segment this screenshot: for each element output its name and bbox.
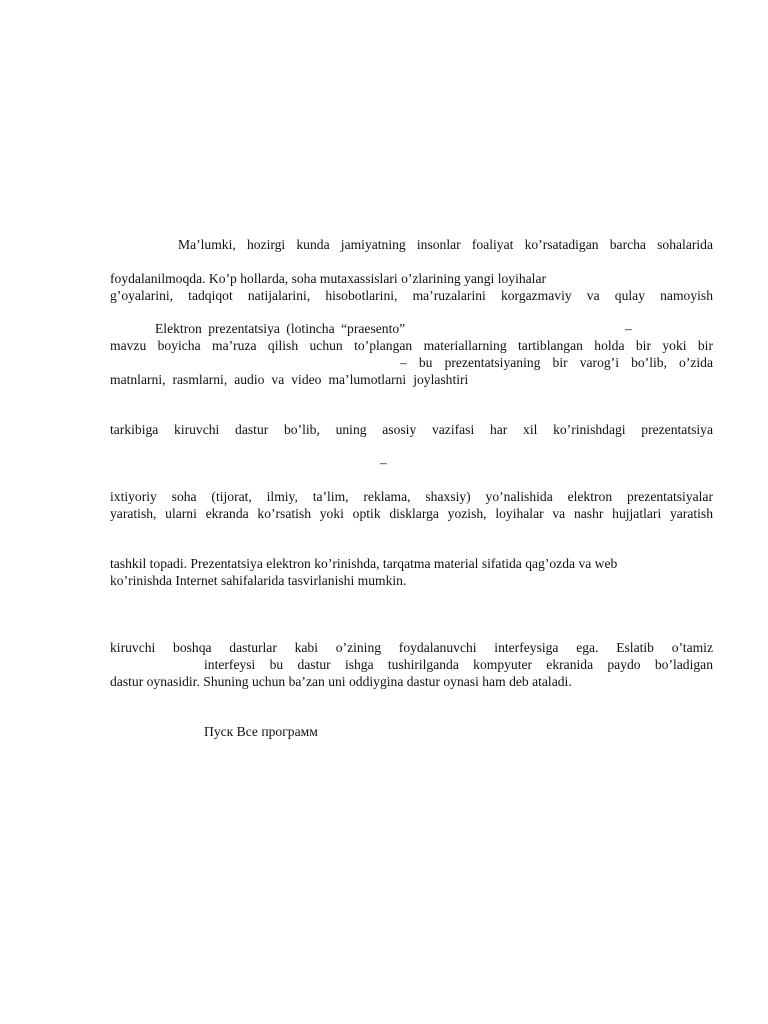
paragraph-3-line-1: tarkibiga kiruvchi dastur bo’lib, uning asosiy vazifasi har xil ko’rinishdagi prezentatsiya xyxy=(110,422,713,437)
paragraph-5-line-1: tashkil topadi. Prezentatsiya elektron ko’rinishda, tarqatma material sifatida qag’ozda va web xyxy=(110,556,618,571)
paragraph-5-line-2: ko’rinishda Internet sahifalarida tasvirlanishi mumkin. xyxy=(110,573,407,588)
paragraph-1-line-3: g’oyalarini, tadqiqot natijalarini, hisobotlarini, ma’ruzalarini korgazmaviy va qulay namoyish xyxy=(110,288,713,303)
paragraph-4-line-2: yaratish, ularni ekranda ko’rsatish yoki optik disklarga yozish, loyihalar va nashr hujjatlari yaratish xyxy=(110,506,713,521)
paragraph-2-line-2: mavzu boyicha ma’ruza qilish uchun to’plangan materiallarning tartiblangan holda bir yoki bir xyxy=(110,338,713,353)
paragraph-6-line-1: kiruvchi boshqa dasturlar kabi o’zining foydalanuvchi interfeysiga ega. Eslatib o’tamiz xyxy=(110,640,713,655)
paragraph-2-dash: – xyxy=(625,321,632,336)
paragraph-4-line-1: ixtiyoriy soha (tijorat, ilmiy, ta’lim, reklama, shaxsiy) yo’nalishida elektron prezentatsiyalar xyxy=(110,489,713,504)
paragraph-6-line-2: interfeysi bu dastur ishga tushirilganda kompyuter ekranida paydo bo’ladigan xyxy=(204,657,713,672)
paragraph-2-line-4: matnlarni, rasmlarni, audio va video ma’lumotlarni joylashtiri xyxy=(110,372,469,387)
paragraph-7-line-1: Пуск Все программ xyxy=(204,724,318,739)
paragraph-6-line-3: dastur oynasidir. Shuning uchun ba’zan uni oddiygina dastur oynasi ham deb ataladi. xyxy=(110,674,572,689)
paragraph-1-line-1: Ma’lumki, hozirgi kunda jamiyatning insonlar foaliyat ko’rsatadigan barcha sohalarida xyxy=(178,237,713,252)
paragraph-2-line-3: – bu prezentatsiyaning bir varog’i bo’lib, o’zida xyxy=(400,355,713,370)
paragraph-1-line-2: foydalanilmoqda. Ko’p hollarda, soha mutaxassislari o’zlarining yangi loyihalar xyxy=(110,271,547,286)
paragraph-3-dash: – xyxy=(380,455,387,470)
paragraph-2-line-1: Elektron prezentatsiya (lotincha “praesento” xyxy=(155,321,406,336)
